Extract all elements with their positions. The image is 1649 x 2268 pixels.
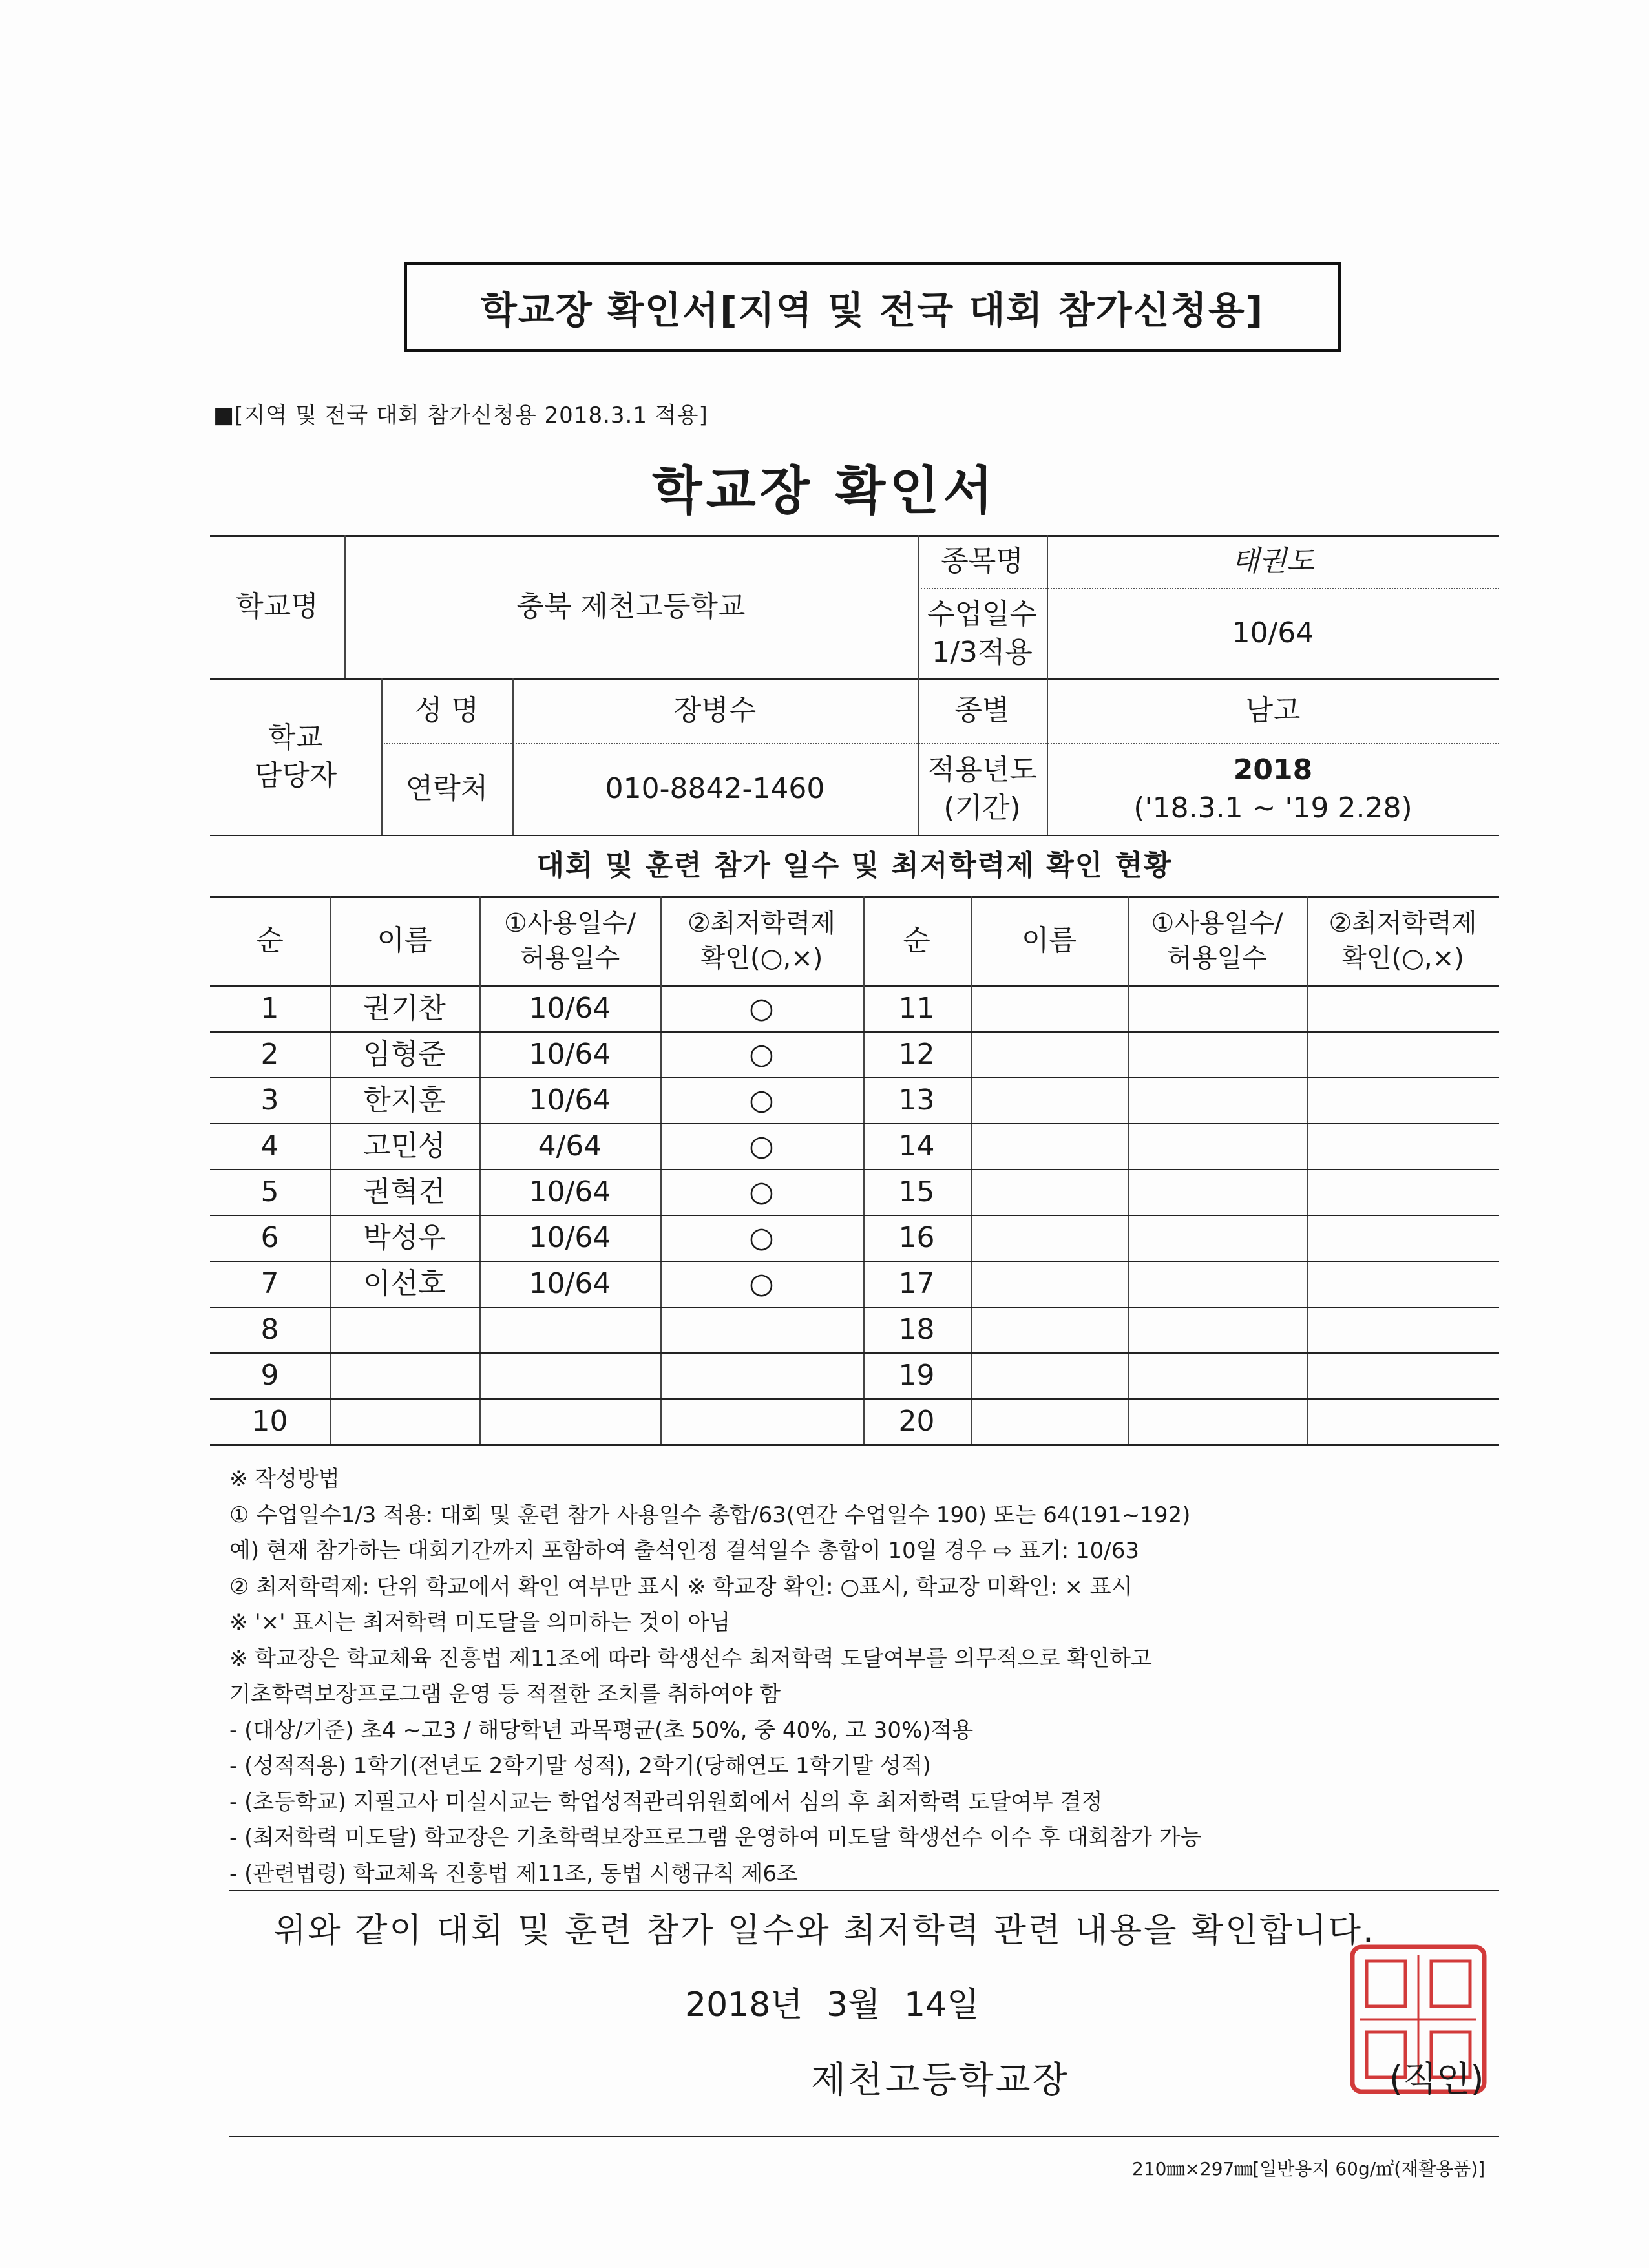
roster-left-check-cell — [660, 1398, 863, 1444]
confirmation-statement: 위와 같이 대회 및 훈련 참가 일수와 최저학력 관련 내용을 확인합니다. — [273, 1911, 1376, 1950]
school-name-value: 충북 제천고등학교 — [516, 590, 746, 624]
roster-left-check-cell — [660, 1352, 863, 1398]
roster-right-days-cell — [1128, 1169, 1307, 1215]
roster-left-check-cell: ○ — [749, 1037, 774, 1071]
roster-left-name-cell: 이선호 — [363, 1266, 446, 1300]
principal-signature: 제천고등학교장 — [811, 2059, 1069, 2101]
roster-left-no-cell: 1 — [260, 991, 279, 1025]
document-title: 학교장 확인서[지역 및 전국 대회 참가신청용] — [480, 288, 1265, 332]
roster-left-check-cell: ○ — [749, 1083, 774, 1117]
roster-right-name-cell — [971, 1307, 1128, 1352]
instruction-line: - (성적적용) 1학기(전년도 2학기말 성적), 2학기(당해연도 1학기말 성적) — [229, 1753, 931, 1779]
roster-right-name-cell — [971, 1398, 1128, 1444]
instruction-line: - (최저학력 미도달) 학교장은 기초학력보장프로그램 운영하여 미도달 학생선수 이수 후 대회참가 가능 — [229, 1825, 1202, 1851]
roster-left-days-cell: 10/64 — [529, 1083, 611, 1117]
header-name: 이름 — [377, 924, 432, 958]
instruction-line: ※ '×' 표시는 최저학력 미도달을 의미하는 것이 아님 — [229, 1610, 731, 1635]
roster-left-name-cell: 권혁건 — [363, 1175, 446, 1208]
instruction-line: - (대상/기준) 초4 ~고3 / 해당학년 과목평균(초 50%, 중 40%, 고 30%)적용 — [229, 1717, 974, 1743]
roster-left-days-cell: 10/64 — [529, 1037, 611, 1071]
roster-left-check-cell: ○ — [749, 1129, 774, 1162]
roster-left-name-cell — [330, 1398, 479, 1444]
roster-right-days-cell — [1128, 1031, 1307, 1077]
roster-right-no-cell: 14 — [898, 1129, 935, 1162]
instruction-line: ※ 학교장은 학교체육 진흥법 제11조에 따라 학생선수 최저학력 도달여부를 의무적으로 확인하고 — [229, 1645, 1152, 1672]
roster-right-name-cell — [971, 985, 1128, 1031]
year-label: 적용년도 (기간) — [927, 753, 1037, 824]
roster-left-no-cell: 7 — [260, 1266, 279, 1300]
instruction-line: ※ 작성방법 — [229, 1466, 340, 1492]
document-title-box — [404, 262, 1341, 352]
seal-glyph — [1431, 1961, 1470, 2006]
roster-right-days-cell — [1128, 1352, 1307, 1398]
roster-left-no-cell: 9 — [260, 1358, 279, 1392]
roster-left-no-cell: 5 — [260, 1175, 279, 1208]
roster-left-days-cell: 10/64 — [529, 1175, 611, 1208]
instruction-line: ① 수업일수1/3 적용: 대회 및 훈련 참가 사용일수 총합/63(연간 수업일수 190) 또는 64(191~192) — [229, 1502, 1191, 1528]
header-days: ①사용일수/ 허용일수 — [1151, 908, 1283, 973]
instruction-line: - (초등학교) 지필고사 미실시교는 학업성적관리위원회에서 심의 후 최저학력 도달여부 결정 — [229, 1789, 1103, 1815]
header-check: ②최저학력제 확인(○,×) — [1329, 908, 1477, 973]
contact-phone-value: 010-8842-1460 — [605, 772, 825, 806]
roster-right-days-cell — [1128, 1307, 1307, 1352]
year-value: 2018 — [1233, 753, 1313, 786]
roster-left-name-cell: 임형준 — [363, 1037, 446, 1071]
writing-instructions — [229, 1462, 1201, 1892]
roster-right-check-cell — [1307, 1215, 1499, 1261]
roster-right-check-cell — [1307, 1261, 1499, 1307]
roster-right-days-cell — [1128, 1215, 1307, 1261]
instruction-line: 기초학력보장프로그램 운영 등 적절한 조치를 취하여야 함 — [229, 1681, 781, 1707]
roster-left-days-cell: 10/64 — [529, 1266, 611, 1300]
event-label: 종목명 — [941, 545, 1024, 578]
seal-label: (직인) — [1389, 2059, 1484, 2099]
roster-left-days-cell — [479, 1307, 660, 1352]
seal-glyph — [1367, 1961, 1405, 2006]
roster-right-name-cell — [971, 1261, 1128, 1307]
roster-right-check-cell — [1307, 1077, 1499, 1123]
roster-bottom-border — [210, 1444, 1499, 1446]
roster-right-check-cell — [1307, 1031, 1499, 1077]
roster-left-check-cell: ○ — [749, 1175, 774, 1208]
roster-right-check-cell — [1307, 1352, 1499, 1398]
header-name: 이름 — [1021, 924, 1077, 958]
roster-right-days-cell — [1128, 1077, 1307, 1123]
gender-label: 종별 — [954, 694, 1010, 728]
roster-left-no-cell: 8 — [260, 1312, 279, 1346]
roster-left-name-cell: 박성우 — [363, 1221, 446, 1254]
year-value-cell — [1047, 743, 1499, 835]
roster-left-days-cell: 4/64 — [538, 1129, 602, 1162]
roster-left-check-cell: ○ — [749, 1221, 774, 1254]
roster-right-name-cell — [971, 1352, 1128, 1398]
roster-right-no-cell: 18 — [898, 1312, 935, 1346]
roster-right-no-cell: 11 — [898, 991, 935, 1025]
roster-right-no-cell: 17 — [898, 1266, 935, 1300]
year-period: ('18.3.1 ~ '19 2.28) — [1133, 792, 1413, 824]
roster-left-days-cell — [479, 1398, 660, 1444]
contact-name-value: 장병수 — [673, 694, 757, 728]
roster-right-no-cell: 16 — [898, 1221, 935, 1254]
roster-right-name-cell — [971, 1169, 1128, 1215]
class-days-value: 10/64 — [1232, 616, 1314, 650]
contact-phone-label: 연락처 — [405, 772, 488, 806]
roster-left-check-cell — [660, 1307, 863, 1352]
roster-left-days-cell: 10/64 — [529, 1221, 611, 1254]
class-days-label: 수업일수 1/3적용 — [927, 597, 1037, 669]
roster-right-no-cell: 19 — [898, 1358, 935, 1392]
instruction-line: - (관련법령) 학교체육 진흥법 제11조, 동법 시행규칙 제6조 — [229, 1860, 798, 1887]
roster-right-no-cell: 15 — [898, 1175, 935, 1208]
event-value: 태권도 — [1232, 545, 1314, 578]
footer-divider — [229, 2136, 1499, 2137]
roster-left-no-cell: 6 — [260, 1221, 279, 1254]
header-no: 순 — [256, 924, 284, 958]
roster-right-check-cell — [1307, 1398, 1499, 1444]
roster-right-name-cell — [971, 1031, 1128, 1077]
section-title: 대회 및 훈련 참가 일수 및 최저학력제 확인 현황 — [536, 848, 1173, 882]
roster-left-check-cell: ○ — [749, 991, 774, 1025]
roster-right-name-cell — [971, 1215, 1128, 1261]
roster-right-name-cell — [971, 1077, 1128, 1123]
roster-right-days-cell — [1128, 1398, 1307, 1444]
roster-right-days-cell — [1128, 1123, 1307, 1169]
roster-right-check-cell — [1307, 1169, 1499, 1215]
roster-left-name-cell — [330, 1307, 479, 1352]
paper-spec: 210㎜×297㎜[일반용지 60g/㎡(재활용품)] — [1132, 2158, 1486, 2179]
roster-left-name-cell: 고민성 — [363, 1129, 446, 1162]
header-no: 순 — [903, 924, 930, 958]
roster-right-no-cell: 20 — [898, 1404, 935, 1438]
gender-value: 남고 — [1245, 694, 1301, 728]
roster-left-no-cell: 3 — [260, 1083, 279, 1117]
notes-divider — [229, 1890, 1499, 1891]
application-note: ■[지역 및 전국 대회 참가신청용 2018.3.1 적용] — [213, 403, 708, 428]
header-days: ①사용일수/ 허용일수 — [504, 908, 636, 973]
roster-left-name-cell: 권기찬 — [363, 991, 446, 1025]
school-name-label: 학교명 — [236, 590, 319, 624]
header-check: ②최저학력제 확인(○,×) — [687, 908, 836, 973]
roster-right-check-cell — [1307, 985, 1499, 1031]
roster-right-no-cell: 13 — [898, 1083, 935, 1117]
main-title: 학교장 확인서 — [652, 461, 997, 521]
roster-left-no-cell: 2 — [260, 1037, 279, 1071]
issue-date: 2018년 3월 14일 — [685, 1986, 980, 2024]
contact-group-label: 학교 담당자 — [254, 720, 337, 792]
roster-right-check-cell — [1307, 1123, 1499, 1169]
roster-right-no-cell: 12 — [898, 1037, 935, 1071]
roster-right-days-cell — [1128, 1261, 1307, 1307]
roster-left-check-cell: ○ — [749, 1266, 774, 1300]
roster-right-days-cell — [1128, 985, 1307, 1031]
instruction-line: ② 최저학력제: 단위 학교에서 확인 여부만 표시 ※ 학교장 확인: ○표시, 학교장 미확인: × 표시 — [229, 1573, 1133, 1600]
instruction-line: 예) 현재 참가하는 대회기간까지 포함하여 출석인정 결석일수 총합이 10일 경우 ⇨ 표기: 10/63 — [229, 1538, 1139, 1564]
roster-left-days-cell — [479, 1352, 660, 1398]
roster-right-name-cell — [971, 1123, 1128, 1169]
roster-left-name-cell — [330, 1352, 479, 1398]
roster-left-no-cell: 4 — [260, 1129, 279, 1162]
roster-left-no-cell: 10 — [251, 1404, 288, 1438]
roster-right-check-cell — [1307, 1307, 1499, 1352]
roster-left-name-cell: 한지훈 — [363, 1083, 446, 1117]
roster-left-days-cell: 10/64 — [529, 991, 611, 1025]
contact-name-label: 성 명 — [415, 694, 479, 728]
